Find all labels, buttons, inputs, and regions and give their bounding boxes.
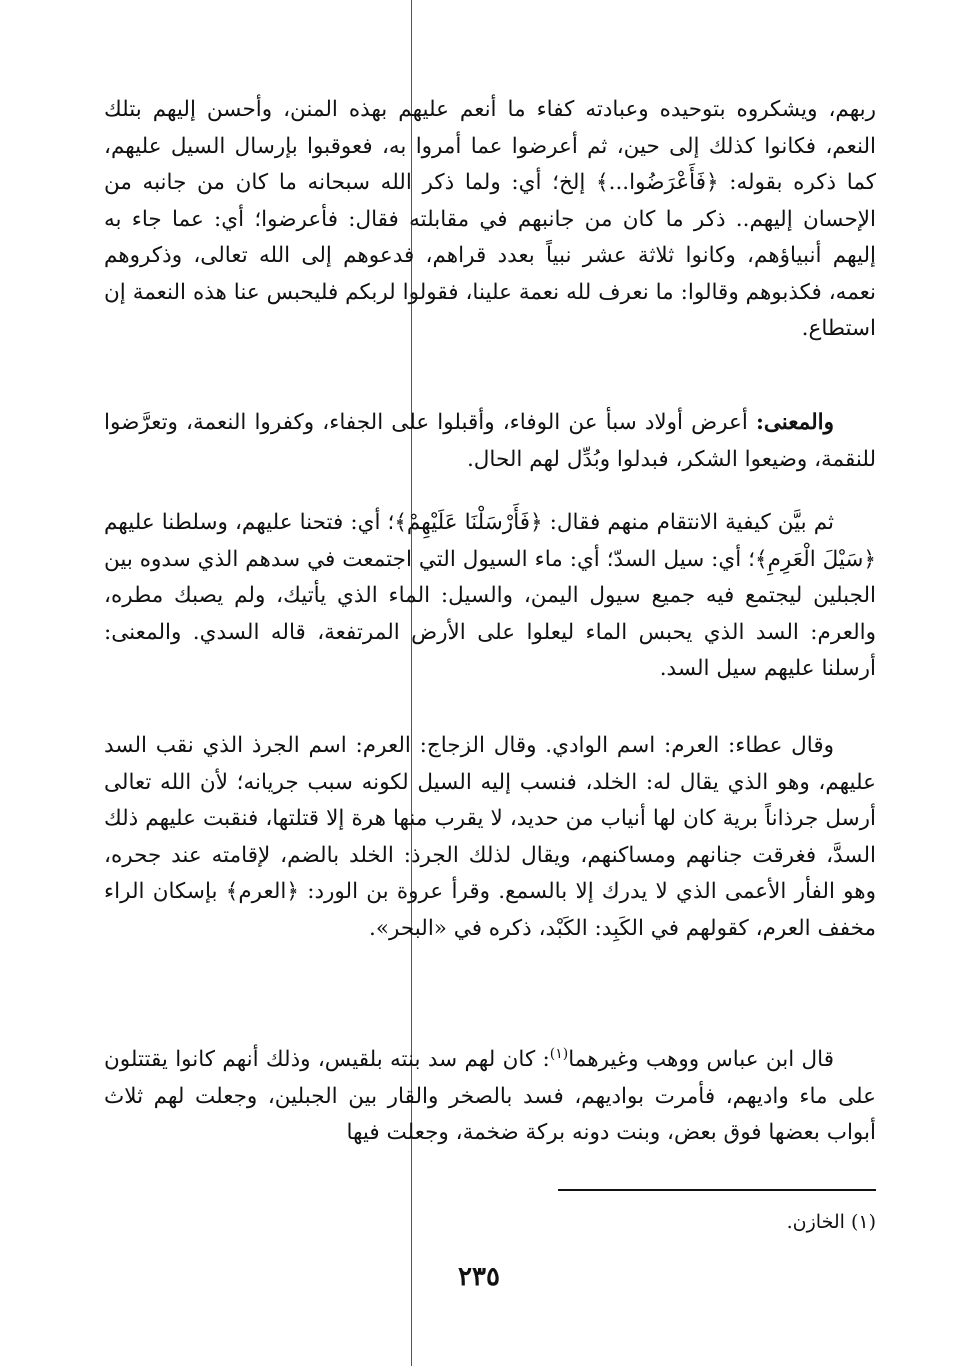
paragraph-2 bbox=[104, 405, 876, 478]
footnote-reference: (١) bbox=[549, 1046, 569, 1062]
page-number: ٢٣٥ bbox=[458, 1262, 500, 1292]
paragraph-5-text-start: قال ابن عباس ووهب وغيرهما bbox=[568, 1047, 835, 1073]
footnote-divider bbox=[558, 1189, 876, 1191]
paragraph-5-text-end: : كان لهم سد بنته بلقيس، وذلك أنهم كانوا يقتتلون على ماء واديهم، فأمرت بواديهم، فسد بالصخر والقار بين الجبلين، وجعلت لهم ثلاث أبواب بعضها فوق بعض، وبنت دونه بركة ضخمة، وجعلت فيها bbox=[104, 1047, 876, 1146]
paragraph-2-text: أعرض أولاد سبأ عن الوفاء، وأقبلوا على الجفاء، وكفروا النعمة، وتعرَّضوا للنقمة، وضيعوا الشكر، فبدلوا وبُدِّل لهم الحال. bbox=[104, 410, 876, 472]
footnote: (١) الخازن. bbox=[786, 1211, 876, 1233]
paragraph-3 bbox=[104, 505, 876, 688]
paragraph-4-text: وقال عطاء: العرم: اسم الوادي. وقال الزجاج: العرم: اسم الجرذ الذي نقب السد عليهم، وهو الذي يقال له: الخلد، فنسب إليه السيل لكونه سبب جريانه؛ لأن الله تعالى أرسل جرذاناً برية كان لها أنياب من حديد، لا يقرب منها هرة إلا قتلتها، فنقبت عليهم ذلك السدَّ، فغرقت جنانهم ومساكنهم، ويقال لذلك الجرذ: الخلد بالضم، لإقامته عند جحره، وهو الفأر الأعمى الذي لا يدرك إلا بالسمع. وقرأ عروة بن الورد: ﴿العرم﴾ بإسكان الراء مخفف العرم، كقولهم في الكَبِد: الكَبْد، ذكره في «البحر». bbox=[104, 733, 876, 941]
paragraph-1 bbox=[104, 92, 876, 348]
meaning-label: والمعنى: bbox=[755, 410, 834, 435]
paragraph-3-text: ثم بيَّن كيفية الانتقام منهم فقال: ﴿فَأَرْسَلْنَا عَلَيْهِمْ﴾؛ أي: فتحنا عليهم، وسلطنا عليهم ﴿سَيْلَ الْعَرِمِ﴾؛ أي: سيل السدّ؛ أي: ماء السيول التي اجتمعت في سدهم الذي سدوه بين الجبلين ليجتمع فيه جميع سيول اليمن، والسيل: الماء الذي يأتيك، ولم يصبك مطره، والعرم: السد الذي يحبس الماء ليعلوا على الأرض المرتفعة، قاله السدي. والمعنى: أرسلنا عليهم سيل السد. bbox=[104, 510, 876, 681]
paragraph-5 bbox=[104, 1036, 876, 1152]
paragraph-4 bbox=[104, 728, 876, 947]
paragraph-1-text: ربهم، ويشكروه بتوحيده وعبادته كفاء ما أنعم عليهم بهذه المنن، وأحسن إليهم بتلك النعم، فكانوا كذلك إلى حين، ثم أعرضوا عما أمروا به، فعوقبوا بإرسال السيل عليهم، كما ذكره بقوله: ﴿فَأَعْرَضُوا...﴾ إلخ؛ أي: ولما ذكر الله سبحانه ما كان من جانبه من الإحسان إليهم.. ذكر ما كان من جانبهم في مقابلته فقال: فأعرضوا؛ أي: عما جاء به إليهم أنبياؤهم، وكانوا ثلاثة عشر نبياً بعدد قراهم، فدعوهم إلى الله تعالى، وذكروهم نعمه، فكذبوهم وقالوا: ما نعرف لله نعمة علينا، فقولوا لربكم فليحبس عنا هذه النعمة إن استطاع. bbox=[104, 97, 876, 341]
